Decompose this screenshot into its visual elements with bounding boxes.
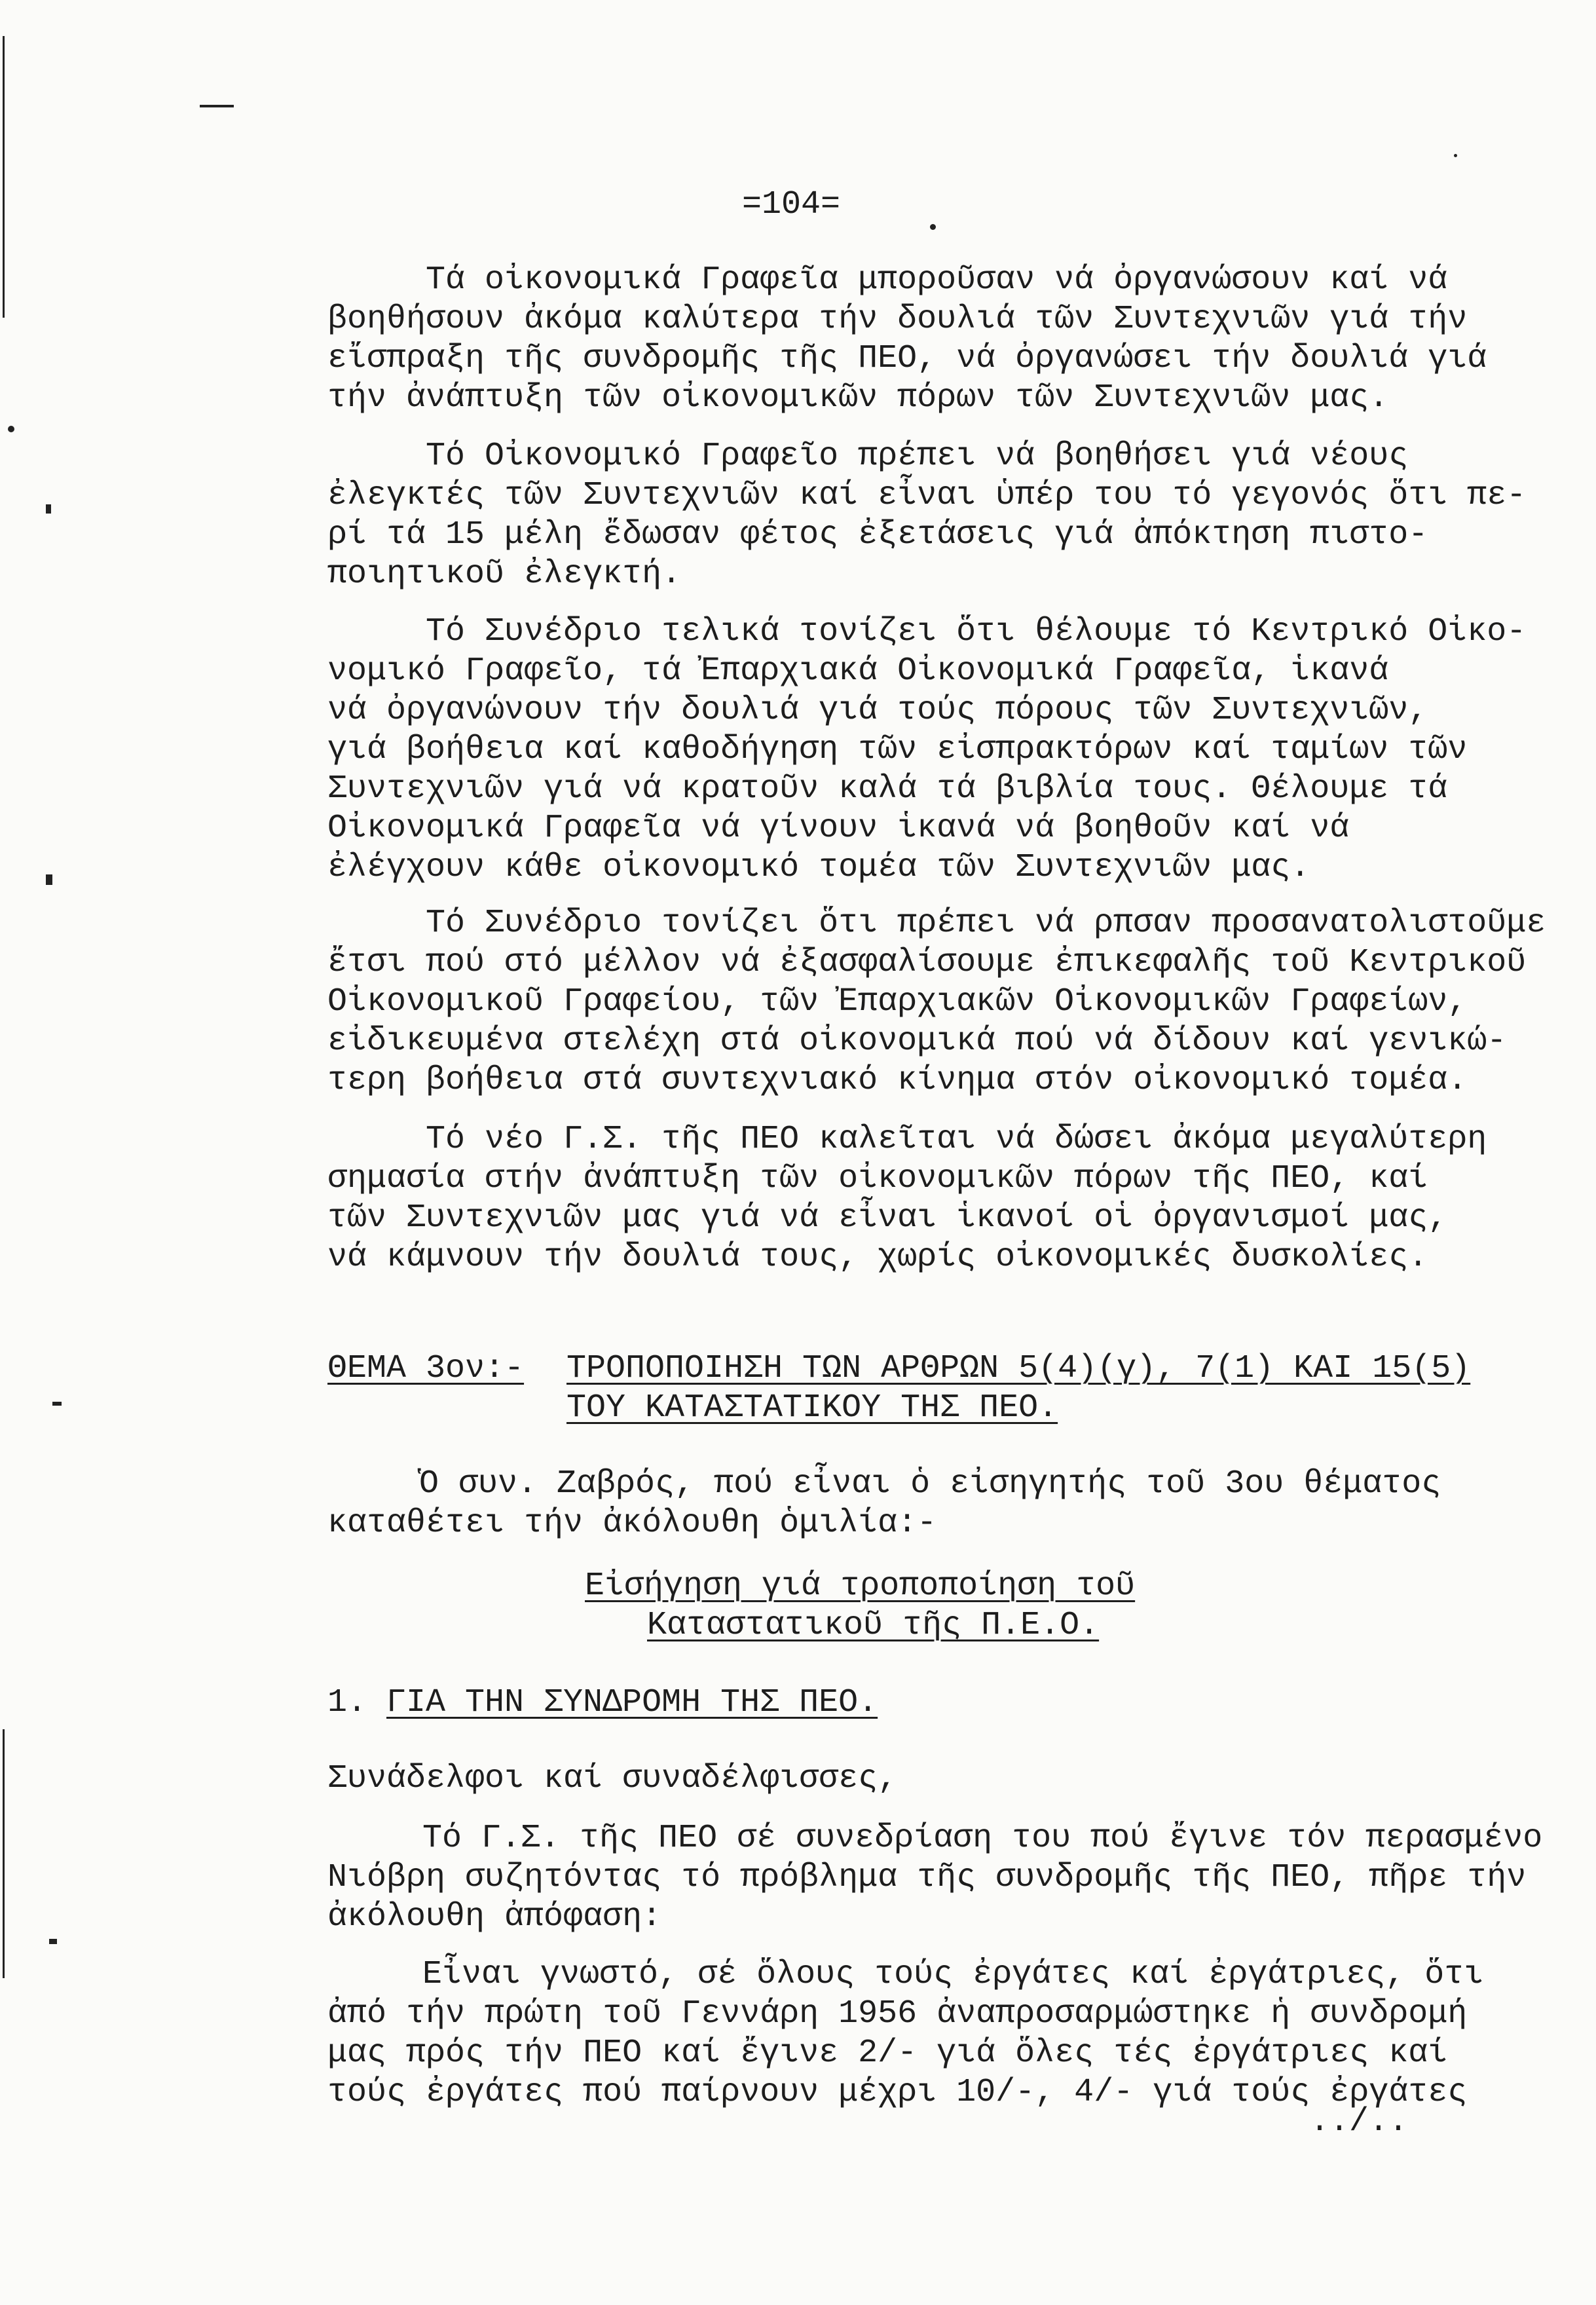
body-paragraph: Τό Συνέδριο τελικά τονίζει ὅτι θέλουμε τό Κεντρικό Οἰκο- νομικό Γραφεῖο, τά Ἐπαρχιακά Οἰκονομικά Γραφεῖα, ἱκανά νά ὀργανώνουν τήν δουλιά γιά τούς πόρους τῶν Συντεχνιῶν, γιά βοήθεια καί καθοδήγηση τῶν εἰσπρακτόρων καί ταμίων τῶν Συντεχνιῶν γιά νά κρατοῦν καλά τά βιβλία τους. Θέλουμε τά Οἰκονομικά Γραφεῖα νά γίνουν ἱκανά νά βοηθοῦν καί νά ἐλέγχουν κάθε οἰκονομικό τομέα τῶν Συντεχνιῶν μας.	[327, 613, 1527, 886]
margin-dot	[52, 1402, 62, 1406]
theme-label: ΘΕΜΑ 3ον:-	[327, 1350, 525, 1387]
margin-dot	[930, 224, 936, 230]
margin-rule	[3, 36, 5, 318]
body-paragraph: Τό νέο Γ.Σ. τῆς ΠΕΟ καλεῖται νά δώσει ἀκόμα μεγαλύτερη σημασία στήν ἀνάπτυξη τῶν οἰκονομικῶν πόρων τῆς ΠΕΟ, καί τῶν Συντεχνιῶν μας γιά νά εἶναι ἱκανοί οἱ ὀργανισμοί μας, νά κάμνουν τήν δουλιά τους, χωρίς οἰκονομικές δυσκολίες.	[327, 1121, 1487, 1276]
section-heading: ΓΙΑ ΤΗΝ ΣΥΝΔΡΟΜΗ ΤΗΣ ΠΕΟ.	[386, 1684, 878, 1721]
body-paragraph: Ὁ συν. Ζαβρός, πού εἶναι ὁ εἰσηγητής τοῦ 3ου θέματος καταθέτει τήν ἀκόλουθη ὁμιλία:-	[327, 1465, 1441, 1542]
theme-title: ΤΡΟΠΟΠΟΙΗΣΗ ΤΩΝ ΑΡΘΡΩΝ 5(4)(γ), 7(1) ΚΑΙ 15(5)	[566, 1350, 1471, 1387]
margin-dot	[46, 874, 52, 885]
body-paragraph: Τό Οἰκονομικό Γραφεῖο πρέπει νά βοηθήσει γιά νέους ἐλεγκτές τῶν Συντεχνιῶν καί εἶναι ὑπέρ του τό γεγονός ὅτι πε- ρί τά 15 μέλη ἔδωσαν φέτος ἐξετάσεις γιά ἀπόκτηση πιστο- ποιητικοῦ ἐλεγκτή.	[327, 438, 1527, 593]
salutation: Συνάδελφοι καί συναδέλφισσες,	[327, 1760, 898, 1797]
continuation-mark: ../..	[1310, 2103, 1409, 2141]
proposal-title: Εἰσήγηση γιά τροποποίηση τοῦ	[585, 1567, 1136, 1605]
body-paragraph: Τό Γ.Σ. τῆς ΠΕΟ σέ συνεδρίαση του πού ἔγινε τόν περασμένο Νιόβρη συζητόντας τό πρόβλημα τῆς συνδρομῆς τῆς ΠΕΟ, πῆρε τήν ἀκόλουθη ἀπόφαση:	[327, 1820, 1543, 1936]
margin-dot	[49, 1939, 57, 1944]
body-paragraph: Τό Συνέδριο τονίζει ὅτι πρέπει νά ρπσαν προσανατολιστοῦμε ἔτσι πού στό μέλλον νά ἐξασφαλίσουμε ἐπικεφαλῆς τοῦ Κεντρικοῦ Οἰκονομικοῦ Γραφείου, τῶν Ἐπαρχιακῶν Οἰκονομικῶν Γραφείων, εἰδικευμένα στελέχη στά οἰκονομικά πού νά δίδουν καί γενικώ- τερη βοήθεια στά συντεχνιακό κίνημα στόν οἰκονομικό τομέα.	[327, 905, 1546, 1099]
margin-dot	[8, 426, 14, 432]
page-number: =104=	[742, 186, 841, 223]
body-paragraph: Εἶναι γνωστό, σέ ὅλους τούς ἐργάτες καί ἐργάτριες, ὅτι ἀπό τήν πρώτη τοῦ Γεννάρη 1956 ἀναπροσαρμώστηκε ἡ συνδρομή μας πρός τήν ΠΕΟ καί ἔγινε 2/- γιά ὅλες τές ἐργάτριες καί τούς ἐργάτες πού παίρνουν μέχρι 10/-, 4/- γιά τούς ἐργάτες	[327, 1956, 1484, 2111]
margin-rule	[3, 1729, 5, 1978]
body-paragraph: Τά οἰκονομικά Γραφεῖα μποροῦσαν νά ὀργανώσουν καί νά βοηθήσουν ἀκόμα καλύτερα τήν δουλιά τῶν Συντεχνιῶν γιά τήν εἴσπραξη τῆς συνδρομῆς τῆς ΠΕΟ, νά ὀργανώσει τήν δουλιά γιά τήν ἀνάπτυξη τῶν οἰκονομικῶν πόρων τῶν Συντεχνιῶν μας.	[327, 261, 1487, 417]
margin-dash	[200, 105, 234, 107]
margin-dot	[46, 504, 51, 514]
section-number: 1.	[327, 1684, 367, 1721]
margin-dot	[1454, 154, 1457, 157]
theme-title: ΤΟΥ ΚΑΤΑΣΤΑΤΙΚΟΥ ΤΗΣ ΠΕΟ.	[566, 1389, 1058, 1427]
proposal-title: Καταστατικοῦ τῆς Π.Ε.Ο.	[647, 1607, 1100, 1644]
